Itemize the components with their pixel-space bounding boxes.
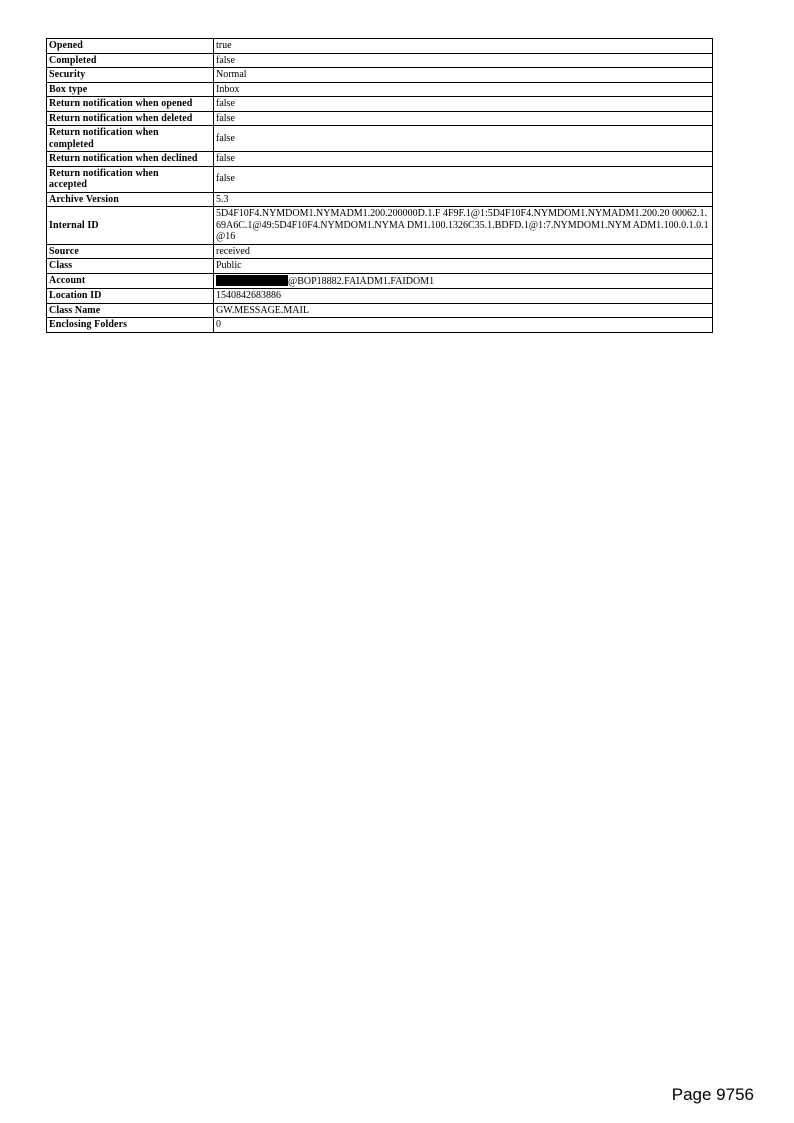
message-properties-table [46, 38, 713, 333]
row-value: 0 [214, 318, 713, 333]
row-class [47, 259, 713, 274]
row-value: false [214, 126, 713, 152]
row-security [47, 68, 713, 83]
row-value: false [214, 53, 713, 68]
row-label: Return notification when completed [47, 126, 214, 152]
row-value: 5.3 [214, 192, 713, 207]
row-class-name [47, 303, 713, 318]
row-location-id [47, 289, 713, 304]
row-value: Inbox [214, 82, 713, 97]
row-opened [47, 39, 713, 54]
row-return-notification-deleted [47, 111, 713, 126]
row-value: GW.MESSAGE.MAIL [214, 303, 713, 318]
row-value: Normal [214, 68, 713, 83]
row-value: 5D4F10F4.NYMDOM1.NYMADM1.200.200000D.1.F 4F9F.1@1:5D4F10F4.NYMDOM1.NYMADM1.200.20 00062.1.69A6C.1@49:5D4F10F4.NYMDOM1.NYMA DM1.100.1326C35.1.BDFD.1@1:7.NYMDOM1.NYM ADM1.100.0.1.0.1@16 [214, 207, 713, 245]
row-value: false [214, 97, 713, 112]
redaction-block [216, 275, 288, 286]
row-return-notification-declined [47, 152, 713, 167]
row-value: false [214, 166, 713, 192]
row-label: Security [47, 68, 214, 83]
row-label: Class Name [47, 303, 214, 318]
page-number: Page 9756 [671, 1085, 754, 1104]
row-enclosing-folders [47, 318, 713, 333]
row-return-notification-accepted [47, 166, 713, 192]
row-label: Account [47, 273, 214, 289]
row-label: Return notification when accepted [47, 166, 214, 192]
row-value [214, 273, 713, 289]
row-box-type [47, 82, 713, 97]
row-value: received [214, 244, 713, 259]
row-label: Return notification when opened [47, 97, 214, 112]
row-value: true [214, 39, 713, 54]
row-return-notification-opened [47, 97, 713, 112]
row-value: 1540842683886 [214, 289, 713, 304]
row-account [47, 273, 713, 289]
row-label: Enclosing Folders [47, 318, 214, 333]
row-source [47, 244, 713, 259]
row-label: Return notification when deleted [47, 111, 214, 126]
row-value: false [214, 152, 713, 167]
row-archive-version [47, 192, 713, 207]
row-return-notification-completed [47, 126, 713, 152]
row-completed [47, 53, 713, 68]
row-value: Public [214, 259, 713, 274]
account-domain: @BOP18882.FAIADM1.FAIDOM1 [288, 275, 435, 287]
row-label: Location ID [47, 289, 214, 304]
row-label: Source [47, 244, 214, 259]
row-label: Box type [47, 82, 214, 97]
row-label: Completed [47, 53, 214, 68]
row-label: Class [47, 259, 214, 274]
row-value: false [214, 111, 713, 126]
row-internal-id [47, 207, 713, 245]
row-label: Opened [47, 39, 214, 54]
row-label: Return notification when declined [47, 152, 214, 167]
row-label: Archive Version [47, 192, 214, 207]
row-label: Internal ID [47, 207, 214, 245]
